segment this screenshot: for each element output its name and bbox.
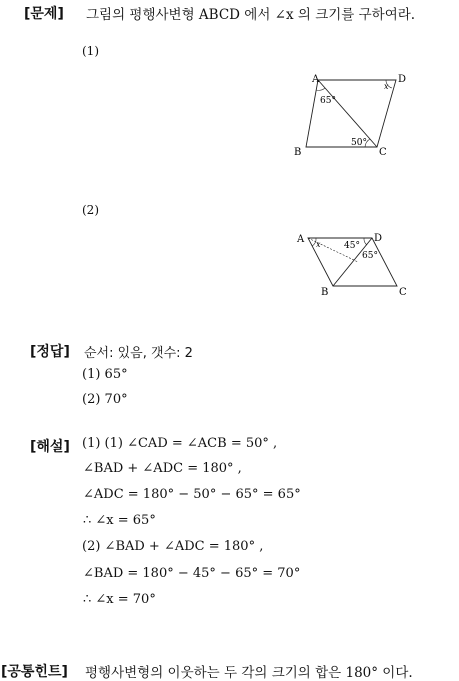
explanation-tag: [해설] — [30, 439, 70, 455]
explanation-line-5: (2) ∠BAD + ∠ADC = 180° , — [82, 539, 264, 554]
explanation-line-1: (1) (1) ∠CAD = ∠ACB = 50° , — [82, 436, 278, 451]
answer-meta: 순서: 있음, 갯수: 2 — [84, 346, 193, 361]
figure1-angle-a: 65° — [320, 96, 336, 106]
figure2-label-d: D — [374, 233, 383, 244]
answer-tag: [정답] — [30, 344, 70, 360]
figure1-diagonal-ac — [318, 80, 377, 147]
explanation-line-7: ∴ ∠x = 70° — [83, 592, 156, 607]
figure1-parallelogram — [288, 70, 418, 160]
figure2-angle-d-top: 45° — [344, 241, 360, 251]
figure2-label-c: C — [399, 287, 407, 298]
problem-text: 그림의 평행사변형 ABCD 에서 ∠x 의 크기를 구하여라. — [86, 7, 416, 23]
hint-tag: [공통힌트] — [1, 664, 68, 680]
figure2-arc-d — [364, 238, 367, 245]
part2-label: (2) — [82, 203, 99, 217]
figure2-label-a: A — [297, 234, 305, 245]
problem-tag: [문제] — [24, 6, 64, 22]
figure2-parallelogram — [292, 228, 418, 300]
figure1-angle-c: 50° — [351, 138, 367, 148]
explanation-line-3: ∠ADC = 180° − 50° − 65° = 65° — [83, 487, 301, 502]
figure1-label-b: B — [294, 147, 302, 158]
figure1-label-c: C — [379, 147, 387, 158]
answer-item-1: (1) 65° — [82, 367, 128, 382]
figure1-outline — [306, 80, 396, 147]
hint-text: 평행사변형의 이웃하는 두 각의 크기의 합은 180° 이다. — [85, 665, 413, 681]
explanation-line-2: ∠BAD + ∠ADC = 180° , — [83, 461, 242, 476]
figure2-label-b: B — [321, 287, 329, 298]
figure1-label-d: D — [398, 74, 407, 85]
explanation-line-4: ∴ ∠x = 65° — [83, 513, 156, 528]
figure1-angle-d: x — [384, 82, 389, 91]
figure1-label-a: A — [312, 74, 320, 85]
figure2-angle-d-bottom: 65° — [362, 251, 378, 261]
part1-label: (1) — [82, 44, 99, 58]
answer-item-2: (2) 70° — [82, 392, 128, 407]
figure2-angle-a: x — [316, 240, 321, 249]
figure1-arc-a — [316, 88, 325, 90]
explanation-line-6: ∠BAD = 180° − 45° − 65° = 70° — [83, 566, 301, 581]
